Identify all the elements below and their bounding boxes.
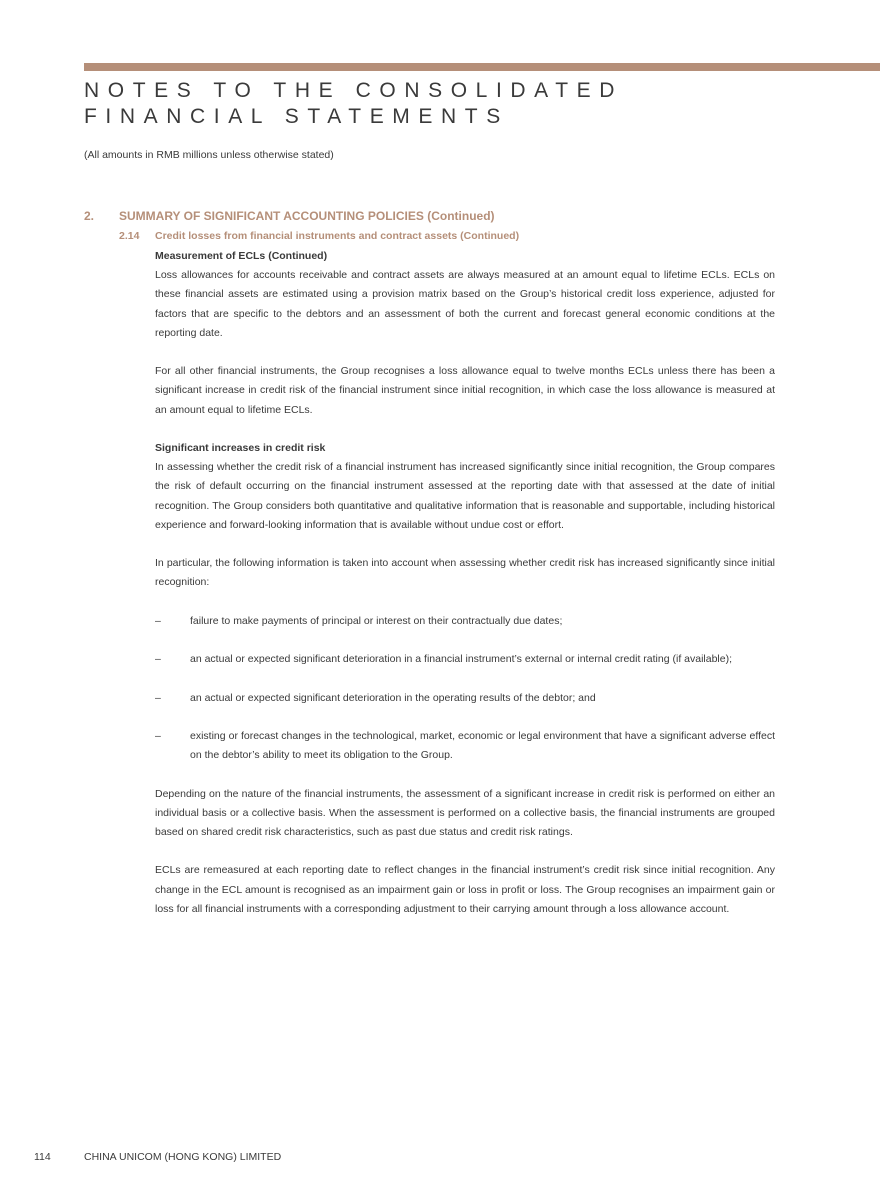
subsection-number: 2.14 bbox=[119, 230, 140, 242]
section-heading bbox=[84, 209, 495, 223]
paragraph-information-list-intro: In particular, the following information is taken into account when assessing whether credit risk has increased significantly since initial recognition: bbox=[155, 557, 775, 589]
paragraph-assessing-risk: In assessing whether the credit risk of a financial instrument has increased significantly since initial recognition, the Group compares the risk of default occurring on the financial instrument assessed at the reporting date with that assessed at the date of initial recognition. The Group considers both quantitative and qualitative information that is reasonable and supportable, including historical experience and forward-looking information that is available without undue cost or effort. bbox=[155, 461, 775, 531]
section-title: SUMMARY OF SIGNIFICANT ACCOUNTING POLICIES (Continued) bbox=[119, 209, 495, 223]
list-item-text: existing or forecast changes in the technological, market, economic or legal environment that have a significant adverse effect on the debtor’s ability to meet its obligation to the Group. bbox=[190, 729, 775, 762]
list-item bbox=[155, 612, 775, 631]
bullet-marker: – bbox=[155, 691, 161, 704]
paragraph-other-instruments: For all other financial instruments, the Group recognises a loss allowance equal to twelve months ECLs unless there has been a significant increase in credit risk of the financial instrument since initial recognition, in which case the loss allowance is measured at an amount equal to lifetime ECLs. bbox=[155, 365, 775, 416]
section-number: 2. bbox=[84, 209, 95, 223]
body-content bbox=[155, 247, 775, 919]
paragraph-assessment-basis: Depending on the nature of the financial instruments, the assessment of a significant increase in credit risk is performed on either an individual basis or a collective basis. When the assessment is performed on a collective basis, the financial instruments are grouped based on shared credit risk characteristics, such as past due status and credit risk ratings. bbox=[155, 787, 775, 838]
paragraph-remeasurement: ECLs are remeasured at each reporting date to reflect changes in the financial instrument’s credit risk since initial recognition. Any change in the ECL amount is recognised as an impairment gain or loss in profit or loss. The Group recognises an impairment gain or loss for all financial instruments with a corresponding adjustment to their carrying amount through a loss allowance account. bbox=[155, 864, 775, 915]
subsection-heading bbox=[119, 230, 519, 242]
measurement-heading: Measurement of ECLs (Continued) bbox=[155, 250, 328, 262]
header-accent-bar bbox=[84, 63, 880, 71]
credit-risk-heading: Significant increases in credit risk bbox=[155, 442, 326, 454]
list-item-text: failure to make payments of principal or interest on their contractually due dates; bbox=[190, 614, 563, 627]
list-item-text: an actual or expected significant deterioration in the operating results of the debtor; and bbox=[190, 691, 596, 704]
page-title-line-2: FINANCIAL STATEMENTS bbox=[84, 105, 509, 128]
page-title bbox=[84, 78, 623, 130]
list-item bbox=[155, 650, 775, 669]
amounts-note: (All amounts in RMB millions unless otherwise stated) bbox=[84, 149, 334, 161]
list-item bbox=[155, 727, 775, 765]
list-item-text: an actual or expected significant deterioration in a financial instrument’s external or internal credit rating (if available); bbox=[190, 653, 733, 666]
page-number: 114 bbox=[34, 1151, 51, 1163]
bullet-marker: – bbox=[155, 614, 161, 627]
subsection-title: Credit losses from financial instruments and contract assets (Continued) bbox=[155, 230, 520, 242]
page-footer bbox=[34, 1151, 281, 1163]
bullet-marker: – bbox=[155, 653, 161, 666]
paragraph-loss-allowances: Loss allowances for accounts receivable and contract assets are always measured at an amount equal to lifetime ECLs. ECLs on these financial assets are estimated using a provision matrix based on the Group’s historical credit loss experience, adjusted for factors that are specific to the debtors and an assessment of both the current and forecast general economic conditions at the reporting date. bbox=[155, 269, 775, 339]
bullet-marker: – bbox=[155, 729, 161, 742]
list-item bbox=[155, 689, 775, 708]
company-name: CHINA UNICOM (HONG KONG) LIMITED bbox=[84, 1151, 282, 1163]
page-title-line-1: NOTES TO THE CONSOLIDATED bbox=[84, 79, 624, 102]
